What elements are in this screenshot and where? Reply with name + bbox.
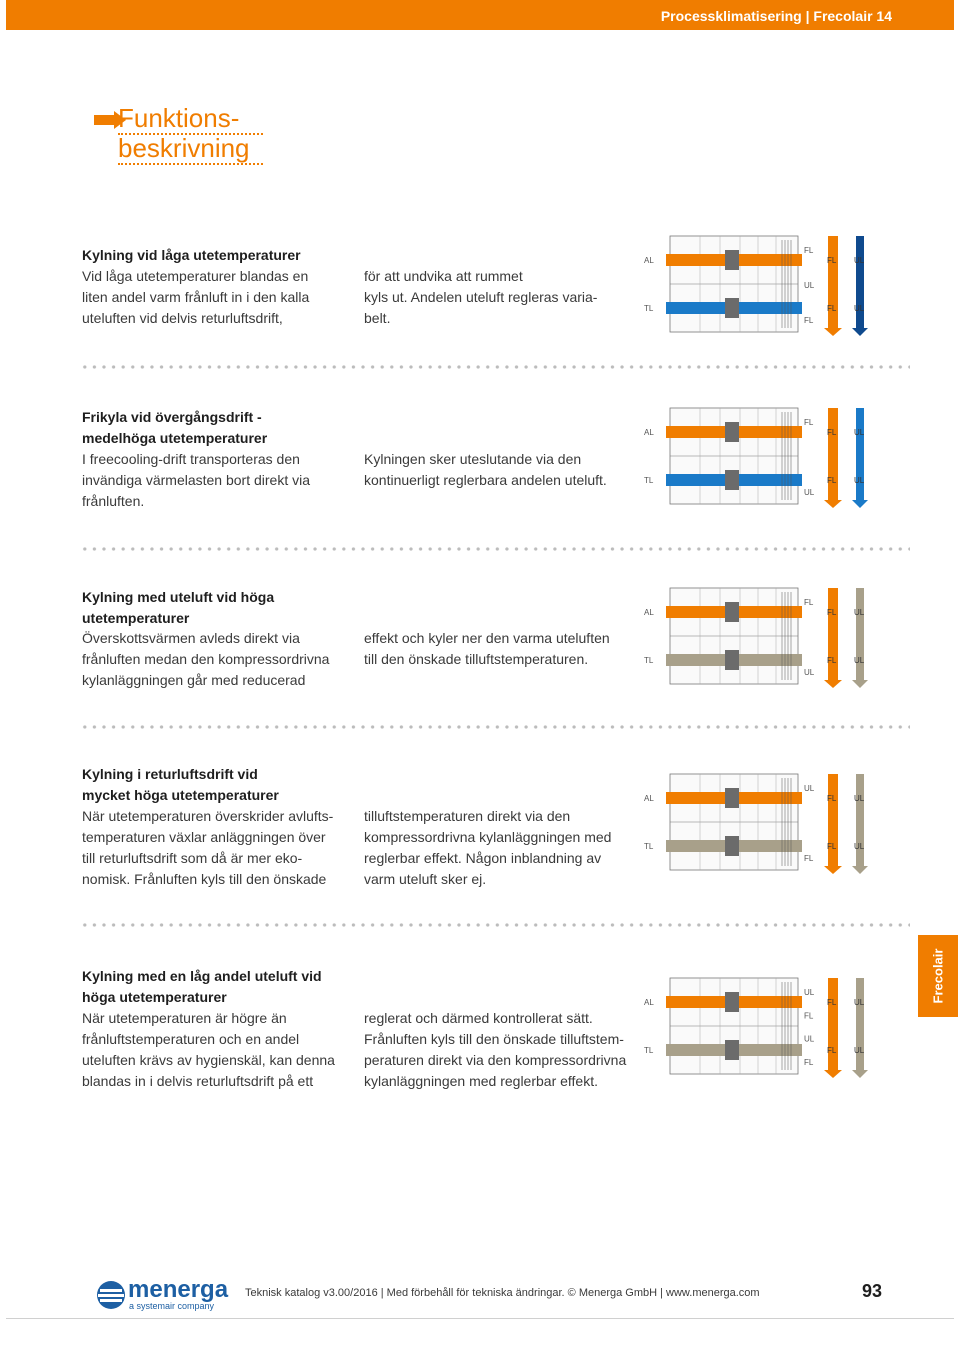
arrow-head-icon bbox=[824, 500, 842, 508]
section-heading: Kylning med uteluft vid höga utetemperaturer bbox=[82, 589, 275, 626]
diagram-label: UL bbox=[854, 256, 865, 265]
fan-icon bbox=[725, 298, 739, 318]
arrow-head-icon bbox=[824, 866, 842, 874]
arrow-head-icon bbox=[852, 500, 868, 508]
diagram-label: UL bbox=[854, 998, 865, 1007]
dotted-divider bbox=[80, 922, 910, 928]
side-tab bbox=[918, 935, 958, 1017]
diagram-label: FL bbox=[804, 1058, 814, 1067]
vertical-arrow bbox=[828, 588, 838, 680]
diagram-label: FL bbox=[827, 1046, 837, 1055]
vertical-arrow bbox=[828, 236, 838, 328]
section-heading: Frikyla vid övergångsdrift - medelhöga utetemperaturer bbox=[82, 409, 268, 446]
vertical-arrow bbox=[856, 774, 864, 866]
vertical-arrow bbox=[856, 408, 864, 500]
arrow-head-icon bbox=[852, 866, 868, 874]
vertical-arrow bbox=[828, 774, 838, 866]
diagram-label-left: AL bbox=[644, 794, 654, 803]
diagram-label: UL bbox=[804, 281, 815, 290]
fan-icon bbox=[725, 422, 739, 442]
dotted-divider bbox=[80, 364, 910, 370]
vertical-arrow bbox=[856, 978, 864, 1070]
diagram-label: UL bbox=[854, 794, 865, 803]
fan-icon bbox=[725, 788, 739, 808]
diagram-label: UL bbox=[804, 988, 815, 997]
diagram-label: UL bbox=[854, 304, 865, 313]
diagram-label: UL bbox=[804, 488, 815, 497]
diagram-label-left: TL bbox=[644, 1046, 654, 1055]
diagram-label-left: AL bbox=[644, 428, 654, 437]
diagram-label: UL bbox=[854, 608, 865, 617]
airflow-diagram bbox=[640, 582, 880, 692]
side-tab-label: Frecolair bbox=[930, 948, 946, 1004]
diagram-label: UL bbox=[804, 668, 815, 677]
section-text-left: I freecooling-drift transporteras den invändiga värmelasten bort direkt via frånluften. bbox=[82, 451, 311, 509]
page-title-line2: beskrivning bbox=[118, 133, 263, 165]
airflow-diagram bbox=[640, 402, 880, 512]
fan-icon bbox=[725, 250, 739, 270]
header-bar bbox=[6, 0, 954, 30]
diagram-label: FL bbox=[827, 476, 837, 485]
diagram-label-left: AL bbox=[644, 256, 654, 265]
section-text-right: effekt och kyler ner den varma uteluften till den önskade tilluftstemperaturen. bbox=[364, 630, 610, 667]
arrow-head-icon bbox=[824, 680, 842, 688]
section-text-right: tilluftstemperaturen direkt via den kompressordrivna kylanläggningen med reglerbar effekt. Någon inblandning av varm uteluft sker ej. bbox=[364, 808, 612, 887]
diagram-label: FL bbox=[804, 1011, 814, 1021]
airflow-diagram bbox=[640, 768, 880, 878]
vertical-arrow bbox=[856, 588, 864, 680]
footer-text: Teknisk katalog v3.00/2016 | Med förbehåll för tekniska ändringar. © Menerga GmbH | www.menerga.com bbox=[245, 1287, 760, 1299]
diagram-label: FL bbox=[827, 428, 837, 437]
diagram-label: UL bbox=[804, 784, 815, 793]
diagram-label: FL bbox=[804, 854, 814, 863]
logo-name: menerga bbox=[128, 1276, 229, 1303]
section-heading: Kylning med en låg andel uteluft vid höga utetemperaturer bbox=[82, 968, 322, 1005]
page-number: 93 bbox=[862, 1281, 883, 1301]
diagram-label: FL bbox=[804, 246, 814, 255]
diagram-label-left: TL bbox=[644, 656, 654, 665]
diagram-label: FL bbox=[827, 608, 837, 617]
diagram-label-left: TL bbox=[644, 476, 654, 485]
arrow-head-icon bbox=[852, 1070, 868, 1078]
section-heading: Kylning i returluftsdrift vid mycket höga utetemperaturer bbox=[82, 766, 279, 803]
section-text-right: för att undvika att rummet kyls ut. Andelen uteluft regleras varia- belt. bbox=[364, 268, 598, 326]
diagram-label: UL bbox=[854, 476, 865, 485]
arrow-head-icon bbox=[824, 1070, 842, 1078]
diagram-label: FL bbox=[827, 656, 837, 665]
menerga-logo-icon bbox=[96, 1278, 126, 1314]
diagram-label: FL bbox=[827, 256, 837, 265]
section-text-left: När utetemperaturen är högre än frånluftstemperaturen och en andel uteluften krävs av hygienskäl, kan denna blandas in i delvis returluftsdrift på ett bbox=[82, 1010, 335, 1089]
header-title: Processklimatisering | Frecolair 14 bbox=[660, 8, 892, 24]
diagram-label-left: TL bbox=[644, 304, 654, 313]
diagram-label: FL bbox=[827, 304, 837, 313]
footer-divider bbox=[6, 1318, 954, 1319]
dotted-divider bbox=[80, 546, 910, 552]
fan-icon bbox=[725, 602, 739, 622]
diagram-label: FL bbox=[804, 598, 814, 607]
airflow-diagram bbox=[640, 230, 880, 340]
diagram-label: UL bbox=[854, 656, 865, 665]
diagram-label: FL bbox=[804, 316, 814, 325]
diagram-label: UL bbox=[854, 1046, 865, 1055]
section-text-right: reglerat och därmed kontrollerat sätt. Frånluften kyls till den önskade tilluftstem- peraturen direkt via den kompressordrivna kylanläggningen med reglerbar effekt. bbox=[364, 1010, 627, 1089]
diagram-label-left: AL bbox=[644, 998, 654, 1007]
dotted-divider bbox=[80, 724, 910, 730]
diagram-label: FL bbox=[827, 842, 837, 851]
section-heading: Kylning vid låga utetemperaturer bbox=[82, 247, 301, 263]
diagram-label: UL bbox=[804, 1034, 815, 1044]
diagram-label-left: AL bbox=[644, 608, 654, 617]
page-title-line1: Funktions- bbox=[118, 103, 263, 135]
fan-icon bbox=[725, 650, 739, 670]
diagram-label: FL bbox=[827, 998, 837, 1007]
logo-subtitle: a systemair company bbox=[129, 1301, 215, 1311]
arrow-head-icon bbox=[852, 680, 868, 688]
vertical-arrow bbox=[856, 236, 864, 328]
diagram-label: FL bbox=[804, 418, 814, 427]
fan-icon bbox=[725, 470, 739, 490]
vertical-arrow bbox=[828, 978, 838, 1070]
arrow-head-icon bbox=[824, 328, 842, 336]
diagram-label: UL bbox=[854, 842, 865, 851]
section-text-right: Kylningen sker uteslutande via den kontinuerligt reglerbara andelen uteluft. bbox=[364, 451, 607, 488]
section-text-left: Vid låga utetemperaturer blandas en liten andel varm frånluft in i den kalla uteluften vid delvis returluftsdrift, bbox=[82, 268, 310, 326]
arrow-head-icon bbox=[852, 328, 868, 336]
fan-icon bbox=[725, 836, 739, 856]
vertical-arrow bbox=[828, 408, 838, 500]
fan-icon bbox=[725, 1040, 739, 1060]
section-text-left: Överskottsvärmen avleds direkt via frånluften medan den kompressordrivna kylanläggningen går med reducerad bbox=[82, 630, 330, 688]
section-text-left: När utetemperaturen överskrider avlufts- temperaturen växlar anläggningen över till returluftsdrift som då är mer eko- nomisk. Frånluften kyls till den önskade bbox=[82, 808, 334, 887]
diagram-label-left: TL bbox=[644, 842, 654, 851]
diagram-label: UL bbox=[854, 428, 865, 437]
fan-icon bbox=[725, 992, 739, 1012]
airflow-diagram bbox=[640, 972, 880, 1082]
diagram-label: FL bbox=[827, 794, 837, 803]
